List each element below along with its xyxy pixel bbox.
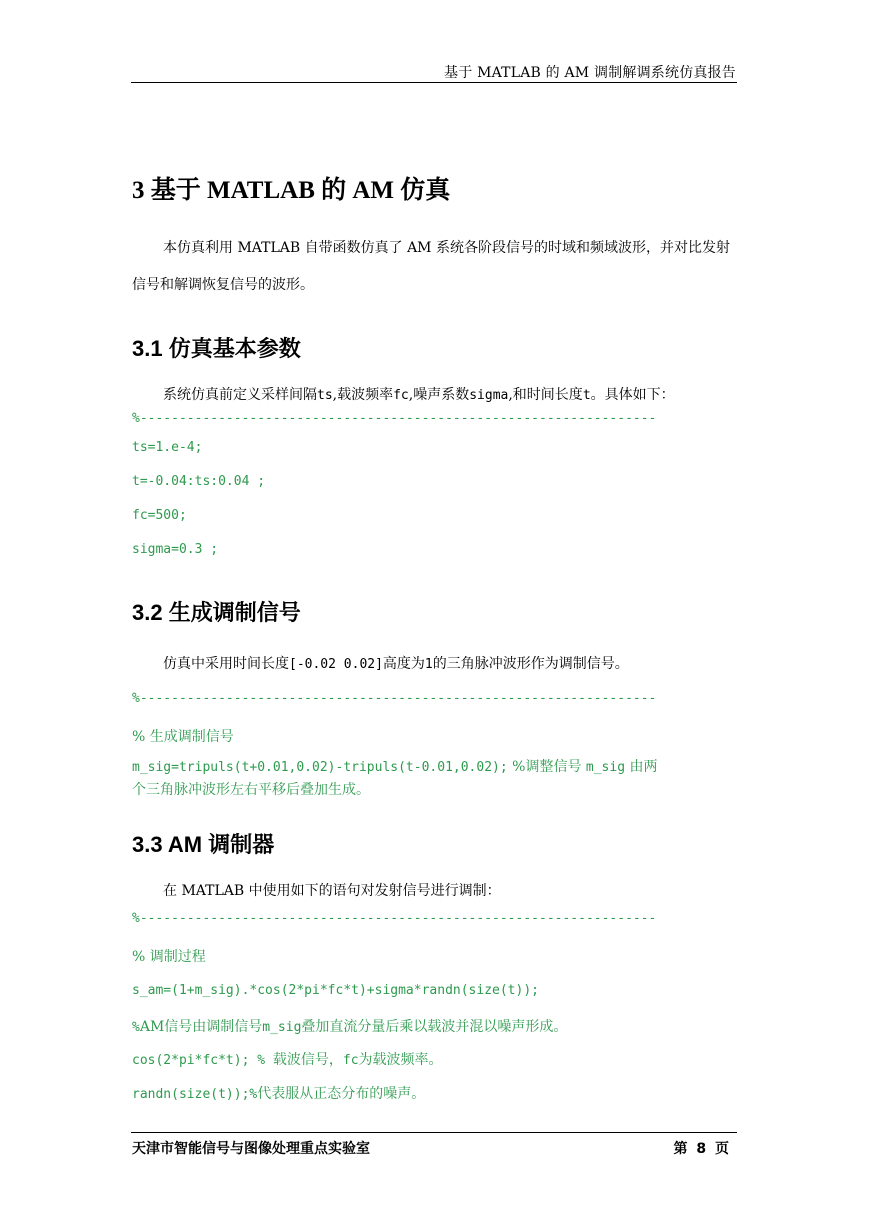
header-divider	[131, 82, 737, 83]
footer-divider	[131, 1132, 737, 1133]
code-comment-text: % 生成调制信号	[132, 729, 234, 745]
section-3-1-heading: 3.1 仿真基本参数	[132, 336, 301, 361]
intro-line-2: 信号和解调恢复信号的波形。	[132, 277, 314, 293]
code-inline-var: m_sig	[585, 760, 626, 775]
footer-lab-name: 天津市智能信号与图像处理重点实验室	[132, 1141, 370, 1157]
code-separator: %------------------------------------------------------------------	[132, 691, 657, 706]
code-line-s-am: s_am=(1+m_sig).*cos(2*pi*fc*t)+sigma*randn(size(t));	[132, 983, 539, 998]
section-3-2-heading: 3.2 生成调制信号	[132, 600, 301, 625]
code-comment-modulation	[132, 946, 206, 966]
desc-text: ,载波频率	[332, 387, 394, 403]
code-comment-text: 个三角脉冲波形左右平移后叠加生成。	[132, 782, 370, 798]
code-line-carrier	[132, 1049, 443, 1069]
desc-text: 的三角脉冲波形作为调制信号。	[432, 656, 629, 672]
desc-var-ts: ts	[317, 388, 333, 403]
desc-var-t: t	[582, 388, 591, 403]
code-comment-generate-signal	[132, 726, 234, 746]
code-inline-var: fc	[342, 1053, 359, 1068]
desc-text: ,和时间长度	[508, 387, 583, 403]
desc-text: 仿真中采用时间长度	[163, 656, 289, 672]
section-3-3-description: 在 MATLAB 中使用如下的语句对发射信号进行调制：	[163, 883, 501, 899]
code-line-t: t=-0.04:ts:0.04 ;	[132, 474, 266, 489]
code-comment-text: AM信号由调制信号	[139, 1019, 263, 1035]
section-3-2-description	[163, 657, 743, 671]
desc-var-sigma: sigma	[469, 388, 509, 403]
desc-text: ,噪声系数	[408, 387, 470, 403]
section-3-3-heading: 3.3 AM 调制器	[132, 832, 275, 857]
code-line-m-sig	[132, 756, 657, 776]
section-3-heading: 3 基于 MATLAB 的 AM 仿真	[132, 177, 451, 204]
code-line-ts: ts=1.e-4;	[132, 440, 203, 455]
code-comment-text: 为载波频率。	[358, 1052, 443, 1068]
code-separator: %------------------------------------------------------------------	[132, 911, 657, 926]
desc-text: 高度为	[382, 656, 425, 672]
code-line-am-comment	[132, 1016, 567, 1036]
code-line-sigma: sigma=0.3 ;	[132, 542, 219, 557]
code-text: cos(2*pi*fc*t); %	[132, 1053, 273, 1068]
code-pct: %	[132, 1020, 140, 1035]
code-line-fc: fc=500;	[132, 508, 187, 523]
desc-text: 系统仿真前定义采样间隔	[163, 387, 317, 403]
code-text: randn(size(t));%	[132, 1087, 258, 1102]
section-3-1-description	[163, 388, 743, 402]
code-line-noise	[132, 1083, 425, 1103]
desc-text: 。具体如下：	[590, 387, 675, 403]
desc-value-one: 1	[424, 657, 433, 672]
code-text: m_sig=tripuls(t+0.01,0.02)-tripuls(t-0.01,0.02);	[132, 760, 508, 775]
desc-var-fc: fc	[393, 388, 409, 403]
code-inline-var: m_sig	[262, 1020, 302, 1035]
code-line-m-sig-cont	[132, 779, 370, 799]
section-3-intro	[132, 241, 738, 292]
code-comment-text: % 调制过程	[132, 949, 206, 965]
code-inline-comment: 由两	[625, 759, 658, 775]
code-comment-text: 叠加直流分量后乘以载波并混以噪声形成。	[301, 1019, 568, 1035]
page-header-title: 基于 MATLAB 的 AM 调制解调系统仿真报告	[444, 65, 736, 81]
code-comment-text: 载波信号，	[272, 1052, 343, 1068]
desc-range: [-0.02 0.02]	[289, 657, 383, 672]
intro-line-1: 本仿真利用 MATLAB 自带函数仿真了 AM 系统各阶段信号的时域和频域波形，并对比发射	[163, 240, 730, 256]
footer-page-number: 第 8 页	[673, 1141, 729, 1157]
code-separator: %------------------------------------------------------------------	[132, 411, 657, 426]
code-comment-text: 代表服从正态分布的噪声。	[257, 1086, 426, 1102]
code-inline-comment: %调整信号	[507, 759, 586, 775]
